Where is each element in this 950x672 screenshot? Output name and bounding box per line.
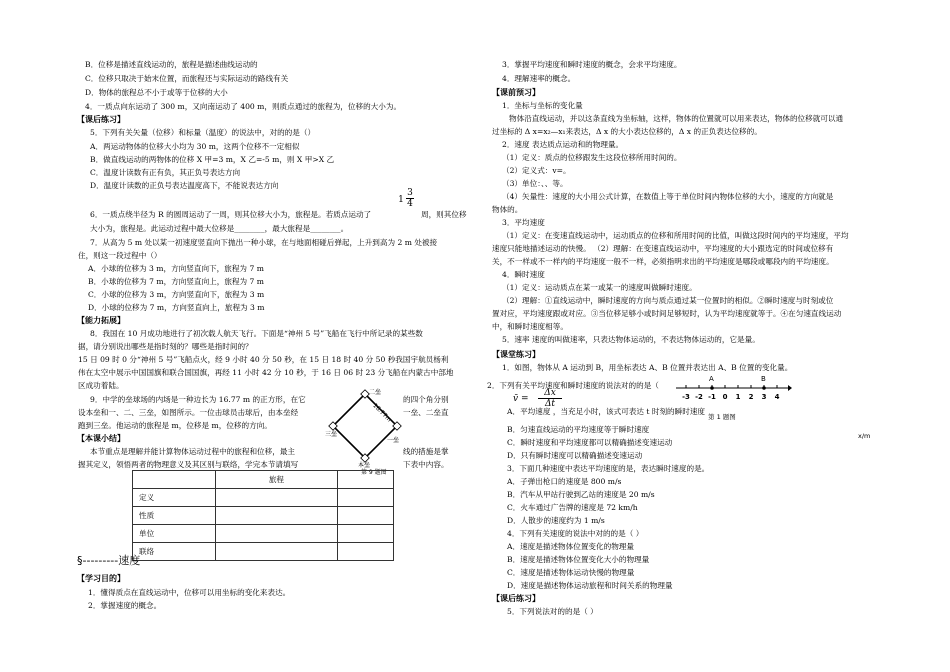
text-line: 线的措施是掌 [403,447,449,456]
text-line: 4．瞬时速度 [502,270,545,279]
question-9: 9．中学的垒球场的内场是一种边长为 16.77 m 的正方形，在它 [90,395,306,404]
goal-item: 2．掌握速度的概念。 [88,601,162,610]
text-line: （2）理解：①直线运动中，瞬时速度的方向与质点通过某一位置时的相似。②瞬时速度与时刻或位 [502,296,834,305]
option: B．匀速直线运动的平均速度等于瞬时速度 [507,425,650,434]
axis-unit: x/m [858,432,871,440]
table-header: 旅程 [216,471,338,489]
table-row-label: 定义 [133,489,216,507]
label-a: A [709,375,714,383]
text-line: （4）矢量性：速度的大小用公式计算，在数值上等于单位时间内物体位移的大小，速度的方向就是 [502,192,834,201]
table-cell [337,471,393,489]
tick-label: 2 [748,393,754,401]
text-line: （1）定义：质点的位移跟发生这段位移所用时间的。 [502,153,682,162]
text-line: 中，和瞬时速度相等。 [492,322,568,331]
text-line: 据，请分别说出哪些是指时刻的？哪些是指时间的？ [78,342,253,351]
text-line: 关，不一样或不一样内的平均速度一般不一样，必须指明求出的平均速度是哪段或哪段内的平均速度。 [492,257,834,266]
option: B．速度是描述物体位置变化大小的物理量 [507,555,650,564]
option: A．速度是描述物体位置变化的物理量 [507,542,634,551]
table-row [133,507,394,525]
text-line: 区成功着陆。 [78,381,124,390]
number-line-figure [672,370,792,410]
option: A．两运动物体的位移大小均为 30 m，这两个位移不一定相似 [90,142,300,151]
heading-preview: 【课前预习】 [492,88,540,97]
question-5: 5．下列有关矢量（位移）和标量（温度）的说法中，对的的是（） [90,128,316,137]
text-line: （3）单位：、、等。 [502,179,568,188]
tick-label: -2 [695,393,703,401]
text-line: B．位移是描述直线运动的，旅程是描述曲线运动的 [85,60,258,69]
option: A．小球的位移为 3 m，方向竖直向下，旅程为 7 m [88,264,264,273]
text-line: 的四个角分别 [403,395,449,404]
option: C．火车通过广告牌的速度是 72 km/h [507,503,638,512]
text-line: 5．速率 速度的叫做速率，只表达物体运动的，不表达物体运动的，它是量。 [502,335,760,344]
option: D．人散步的速度约为 1 m/s [507,516,605,525]
heading-after-class: 【课后练习】 [77,115,125,124]
goal-item: 3．掌握平均速度和瞬时速度的概念，会求平均速度。 [502,60,682,69]
tick-label: 3 [761,393,767,401]
table-row [133,489,394,507]
goal-item: 1．懂得质点在直线运动中，位移可以用坐标的变化来表达。 [88,588,291,597]
label-side-length: 16.77m [371,402,393,424]
class-question-1: 1．如图，物体从 A 运动到 B，用坐标表达 A、B 位置并表达出 A、B 位置的变化量。 [502,363,793,372]
label-second-base: 二垒 [369,389,382,396]
figure-caption: 第 1 题图 [708,413,736,421]
text-line: 跑到三垒。他运动的旅程是 m，位移是 m，位移的方向。 [78,421,272,430]
text-line: 握其定义，领悟两者的物理意义及其区别与联络，学完本节请填写 [78,460,299,469]
text-line: 物体沿直线运动，并以这条直线为坐标轴，这样，物体的位置就可以用来表达，物体的位移就可以通 [509,114,844,123]
question-6-cont: 周，则其位移 [421,210,467,219]
option: B．做直线运动的两物体的位移 X 甲=3 m，X 乙=-5 m，则 X 甲>X 乙 [90,155,335,164]
mixed-fraction-whole: 1 [398,195,404,205]
option: D．只有瞬时速度可以精确描述变速运动 [507,451,643,460]
question-7: 7．从高为 5 m 处以某一初速度竖直向下抛出一种小球，在与地面相碰后弹起，上升到高为 2 m 处被接 [90,238,438,247]
question-2: 2．下列有关平均速度和瞬时速度的说法对的的是（ [487,381,659,390]
goal-item: 4．理解速率的概念。 [502,74,576,83]
question-4-right: 4．下列有关速度的说法中对的的是（ ） [507,529,644,538]
table-row-label: 性质 [133,507,216,525]
text-line: （1）定义：运动质点在某一或某一的速度叫做瞬时速度。 [502,283,697,292]
label-home-plate: 本垒 [358,462,371,468]
tick-label: 0 [722,393,728,401]
option: A．平均速度 ，当充足小时，该式可表达 t 时刻的瞬时速度 [507,407,706,416]
point-b [762,386,766,390]
fraction-denominator: 4 [407,199,413,209]
text-line: 一垒、二垒直 [403,408,449,417]
fraction-numerator: 3 [407,188,413,198]
text-line: 物体的。 [492,205,523,214]
table-row [133,543,394,561]
baseball-diamond-figure [325,386,405,468]
table-cell [133,471,216,489]
point-a [710,386,714,390]
table-row [133,525,394,543]
option: D．小球的位移为 7 m，方向竖直向上，旅程为 3 m [88,303,265,312]
tick-label: -1 [708,393,716,401]
text-line: 置对应，平均速度跟或对应。③当位移足够小或时间足够短时，认为平均速度就等于。④在匀速直线运动 [492,309,842,318]
text-line: 1．坐标与坐标的变化量 [502,101,583,110]
heading-ability: 【能力拓展】 [77,316,125,325]
text-line: D．物体的旅程总不小于或等于位移的大小 [85,88,228,97]
option: B．汽车从甲站行驶到乙站的速度是 20 m/s [507,490,655,499]
label-first-base: 一垒 [387,437,400,444]
option: C．瞬时速度和平均速度都可以精确描述变速运动 [507,438,673,447]
text-line: 设本垒和一、二、三垒，如图所示。一位击球员击球后，由本垒经 [78,408,299,417]
option: C．速度是描述物体运动快慢的物理量 [507,568,635,577]
text-line: 下表中内容。 [403,460,449,469]
question-6: 6．一质点绕半径为 R 的圆周运动了一周，则其位移大小为，旅程是。若质点运动了 [90,210,372,219]
label-b: B [761,375,766,383]
option: B．小球的位移为 7 m，方向竖直向上，旅程为 7 m [88,277,264,286]
text-line: 3．平均速度 [502,218,545,227]
heading-in-class: 【课堂练习】 [492,350,540,359]
text-line: （2）定义式：v=。 [502,166,571,175]
option: D．温度计读数的正负号表达温度高下，不能说表达方向 [90,181,279,190]
text-line: 速度只能地描述运动的快慢。 （2）理解：在变速直线运动中，平均速度的大小跟选定的时间或位移有 [492,244,834,253]
formula-fraction [538,388,562,409]
text-line: 15 日 09 时 0 分“神州 5 号”飞船点火，经 9 小时 40 分 50 秒，在 15 日 18 时 40 分 50 秒我国宇航员杨利 [78,355,449,364]
question-4: 4．一质点向东运动了 300 m，又向南运动了 400 m，则质点通过的旅程为，位移的大小为。 [85,102,402,111]
formula-denominator: Δt [538,398,562,409]
section-title: §---------速度 [77,554,141,567]
option: A．子弹出枪口的速度是 800 m/s [507,477,622,486]
text-line: C．位移只取决于始末位置，而旅程还与实际运动的路线有关 [85,74,289,83]
tick-label: 4 [774,393,780,401]
label-third-base: 三垒 [325,431,338,438]
tick-label: 1 [735,393,741,401]
heading-goal: 【学习目的】 [77,574,125,583]
text-line: 住，则这一段过程中（） [78,251,162,260]
text-line: （1）定义：在变速直线运动中，运动质点的位移和所用时间的比值，叫做这段时间内的平均速度，平均 [502,231,849,240]
formula-lhs: v̄ = [513,394,529,404]
text-line: 本节重点是理解并能计算物体运动过程中的旅程和位移，最主 [90,447,296,456]
question-5-right: 5．下列说法对的的是（ ） [507,607,598,616]
question-3: 3．下面几种速度中表达平均速度的是，表达瞬时速度的是。 [507,464,710,473]
mixed-fraction [406,188,414,209]
question-6-line2: 大小为，旅程是。此运动过程中最大位移是________，最大旅程是________。 [90,224,349,233]
table-row-label: 联络 [133,543,216,561]
option: C．温度计读数有正有负，其正负号表达方向 [90,168,241,177]
option: C．小球的位移为 3 m，方向竖直向下，旅程为 3 m [88,290,265,299]
text-line: 2．速度 表达质点运动和的物理量。 [502,140,624,149]
question-8: 8．我国在 10 月成功地进行了初次载人航天飞行。下面是“神州 5 号”飞船在飞行中所记录的某些数 [90,329,423,338]
heading-summary: 【本课小结】 [77,434,125,443]
summary-table [132,470,394,561]
figure-caption: 第 9 题图 [361,469,387,476]
text-line: 伟在太空中展示中国国旗和联合国国旗，再经 11 小时 42 分 10 秒，于 16 日 06 时 23 分飞船在内蒙古中部地 [78,368,454,377]
table-row-label: 单位 [133,525,216,543]
formula-numerator: Δx [544,388,556,398]
text-line: 过坐标的 Δ x=x₂—x₁来表达，Δ x 的大小表达位移的，Δ x 的正负表达位移的。 [492,127,762,136]
heading-after-class-right: 【课后练习】 [492,594,540,603]
option: D．速度是描述物体运动旅程和时间关系的物理量 [507,581,673,590]
tick-label: -3 [682,393,690,401]
